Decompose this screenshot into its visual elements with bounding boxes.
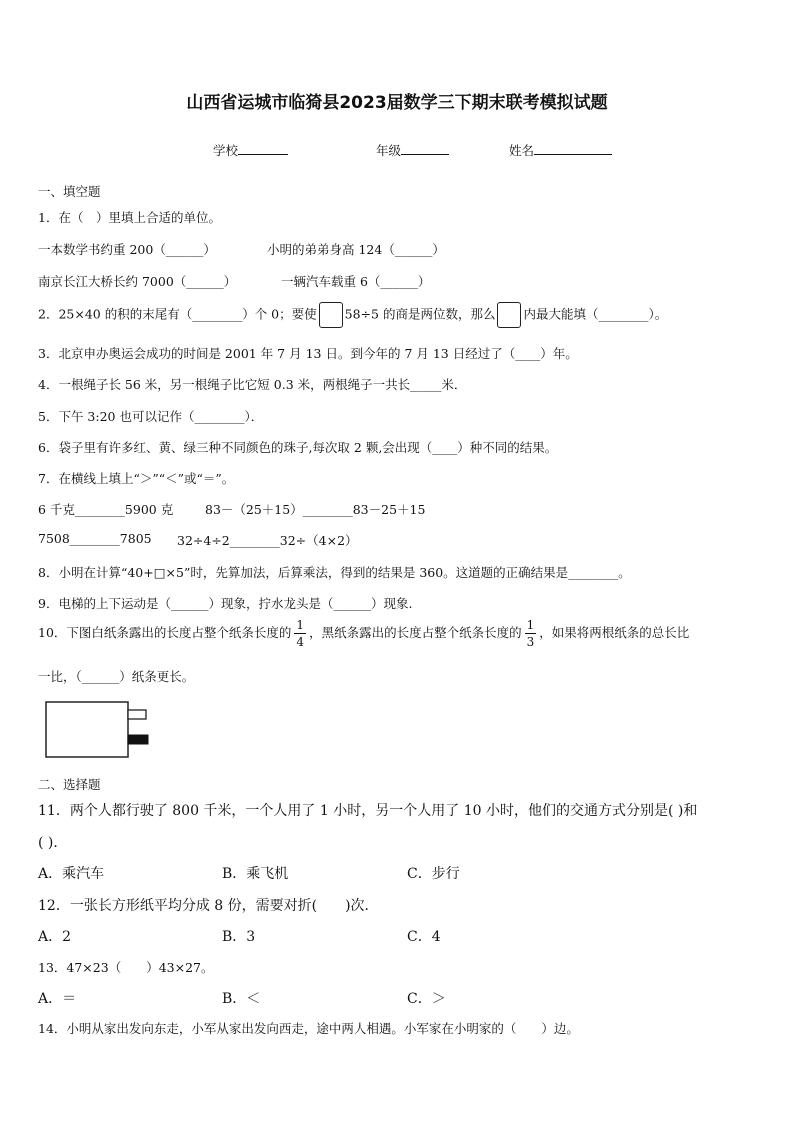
question-7: 7．在横线上填上“＞”“＜”或“＝”。: [38, 471, 235, 486]
question-1: 1．在（ ）里填上合适的单位。: [38, 210, 221, 225]
paper-cover-rect: [46, 702, 128, 757]
q11-option-a[interactable]: A．乘汽车: [38, 866, 105, 882]
question-1-c: 南京长江大桥长约 7000（______）: [38, 274, 237, 289]
fraction-one-quarter: [294, 619, 306, 648]
section-fill-in: 一、填空题: [38, 184, 101, 199]
white-strip: [128, 710, 146, 719]
section-choice: 二、选择题: [38, 777, 101, 792]
fraction-denominator: 3: [526, 635, 535, 649]
question-10-part-3: ，如果将两根纸条的总长比: [539, 625, 690, 640]
q11-option-c[interactable]: C．步行: [407, 866, 460, 882]
name-field: [509, 141, 612, 159]
q13-option-a[interactable]: A．＝: [38, 991, 77, 1007]
question-11: 11．两个人都行驶了 800 千米，一个人用了 1 小时，另一个人用了 10 小时，他们的交通方式分别是( )和: [38, 803, 698, 819]
question-10-part-2: ，黑纸条露出的长度占整个纸条长度的: [309, 625, 522, 640]
fraction-numerator: 1: [526, 618, 535, 632]
fraction-numerator: 1: [296, 618, 305, 632]
question-14: 14．小明从家出发向东走，小军从家出发向西走，途中两人相遇。小军家在小明家的（ ）边。: [38, 1021, 579, 1036]
question-3: 3．北京申办奥运会成功的时间是 2001 年 7 月 13 日。到今年的 7 月 13 日经过了（____）年。: [38, 346, 578, 361]
question-7-row1-a: 6 千克________5900 克: [38, 502, 174, 517]
question-2-part-3: 内最大能填（________）。: [523, 306, 668, 322]
name-label: 姓名: [509, 143, 535, 158]
question-12: 12．一张长方形纸平均分成 8 份，需要对折( )次．: [38, 898, 379, 914]
question-7-row1-b: 83－（25＋15）________83－25＋15: [205, 502, 426, 517]
question-10: [38, 619, 689, 648]
q12-option-a[interactable]: A．2: [38, 929, 72, 945]
question-4: 4．一根绳子长 56 米，另一根绳子比它短 0.3 米，两根绳子一共长_____米．: [38, 377, 467, 392]
question-10-part-1: 10．下图白纸条露出的长度占整个纸条长度的: [38, 625, 292, 640]
question-5: 5．下午 3:20 也可以记作（________）．: [38, 409, 264, 424]
question-2-part-1: 2．25×40 的积的末尾有（________）个 0；要使: [38, 306, 317, 322]
school-field: [213, 141, 288, 159]
question-13: 13．47×23（ ）43×27。: [38, 960, 214, 975]
q11-option-b[interactable]: B．乘飞机: [222, 866, 289, 882]
question-7-row2-b: 32÷4÷2________32÷（4×2）: [177, 533, 358, 548]
black-strip: [128, 735, 148, 744]
question-1-a: 一本数学书约重 200（______）: [38, 242, 216, 257]
school-label: 学校: [213, 143, 239, 158]
question-1-b: 小明的弟弟身高 124（______）: [267, 242, 445, 257]
question-7-row2-a: 7508________7805: [38, 531, 152, 546]
q12-option-b[interactable]: B．3: [222, 929, 256, 945]
fraction-denominator: 4: [296, 635, 305, 649]
question-10-line-2: 一比，（______）纸条更长。: [38, 669, 195, 684]
answer-box[interactable]: [319, 302, 343, 328]
name-blank[interactable]: [534, 142, 612, 155]
question-1-d: 一辆汽车载重 6（______）: [281, 274, 431, 289]
question-2: [38, 302, 667, 328]
grade-label: 年级: [376, 143, 402, 158]
page-title: 山西省运城市临猗县2023届数学三下期末联考模拟试题: [186, 93, 608, 113]
answer-box[interactable]: [497, 302, 521, 328]
question-2-part-2: 58÷5 的商是两位数，那么: [344, 306, 496, 322]
q13-option-b[interactable]: B．＜: [222, 991, 261, 1007]
question-9: 9．电梯的上下运动是（______）现象，拧水龙头是（______）现象.: [38, 596, 413, 611]
school-blank[interactable]: [238, 142, 288, 155]
q13-option-c[interactable]: C．＞: [407, 991, 446, 1007]
question-8: 8．小明在计算“40+□×5”时，先算加法，后算乘法，得到的结果是 360。这道题的正确结果是________。: [38, 565, 631, 580]
question-6: 6．袋子里有许多红、黄、绿三种不同颜色的珠子,每次取 2 颗,会出现（____）种不同的结果。: [38, 440, 558, 455]
paper-strips-figure: [44, 700, 156, 760]
grade-field: [376, 141, 449, 159]
question-11-line-2: ( )．: [38, 835, 68, 851]
grade-blank[interactable]: [401, 142, 449, 155]
q12-option-c[interactable]: C．4: [407, 929, 441, 945]
fraction-one-third: [525, 619, 537, 648]
